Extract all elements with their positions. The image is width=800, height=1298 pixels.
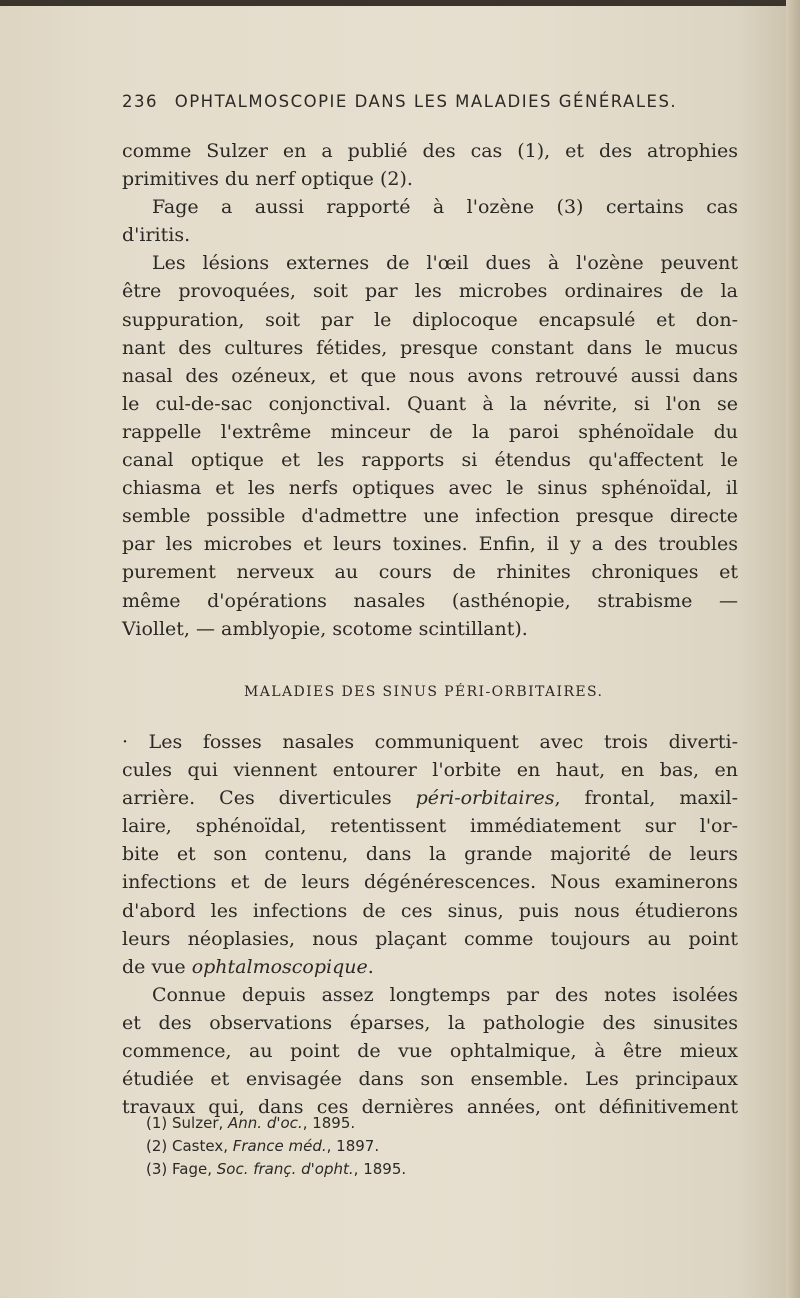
footnote [146, 1158, 406, 1181]
text-line: infections et de leurs dégénérescences. Nous examinerons [122, 871, 738, 894]
footnote-year: , 1895. [302, 1114, 356, 1132]
text-line: étudiée et envisagée dans son ensemble. Les principaux [122, 1068, 738, 1091]
page-edge [786, 0, 800, 1298]
running-title: OPHTALMOSCOPIE DANS LES MALADIES GÉNÉRALES. [174, 92, 678, 111]
footnote-text: (2) Castex, [146, 1136, 233, 1155]
text-line: et des observations éparses, la pathologie des sinusites [122, 1011, 738, 1034]
text-line: le cul-de-sac conjonctival. Quant à la névrite, si l'on se [122, 392, 738, 415]
text-line: nant des cultures fétides, presque constant dans le mucus [122, 336, 738, 359]
text-line: leurs néoplasies, nous plaçant comme toujours au point [122, 927, 738, 950]
text-line: Viollet, — amblyopie, scotome scintillant). [122, 617, 528, 640]
text-line: chiasma et les nerfs optiques avec le sinus sphénoïdal, il [122, 477, 738, 500]
text-line: purement nerveux au cours de rhinites chroniques et [122, 561, 738, 584]
text-line: Les lésions externes de l'œil dues à l'ozène peuvent [152, 252, 738, 275]
text-span: , frontal, maxil- [554, 787, 739, 810]
text-line: même d'opérations nasales (asthénopie, strabisme — [122, 589, 738, 612]
section-heading: MALADIES DES SINUS PÉRI-ORBITAIRES. [244, 684, 604, 700]
top-rule [0, 0, 790, 6]
text-line: suppuration, soit par le diplocoque encapsulé et don- [122, 308, 738, 331]
text-line: Fage a aussi rapporté à l'ozène (3) certains cas [152, 196, 738, 219]
text-line: cules qui viennent entourer l'orbite en haut, en bas, en [122, 759, 738, 782]
body-text-top [122, 137, 738, 643]
footnote-year: , 1897. [326, 1136, 380, 1155]
italic-term: péri-orbitaires [415, 787, 555, 810]
text-line: canal optique et les rapports si étendus qu'affectent le [122, 449, 738, 472]
text-line [122, 784, 738, 812]
footnote-source: Ann. d'oc. [228, 1114, 303, 1132]
text-line: commence, au point de vue ophtalmique, à être mieux [122, 1040, 738, 1063]
text-span: arrière. Ces diverticules [122, 787, 416, 810]
text-span: de vue [122, 955, 192, 978]
text-line: nasal des ozéneux, et que nous avons retrouvé aussi dans [122, 364, 738, 387]
footnotes [146, 1112, 406, 1180]
text-line: · Les fosses nasales communiquent avec trois diverti- [122, 731, 738, 753]
text-line: rappelle l'extrême minceur de la paroi sphénoïdale du [122, 420, 738, 443]
text-line: comme Sulzer en a publié des cas (1), et des atrophies [122, 140, 738, 162]
text-line: travaux qui, dans ces dernières années, ont définitivement [122, 1096, 738, 1119]
footnote-text: (1) Sulzer, [146, 1114, 229, 1132]
text-line: d'abord les infections de ces sinus, puis nous étudierons [122, 899, 738, 922]
footnote [146, 1135, 406, 1158]
text-line: par les microbes et leurs toxines. Enfin, il y a des troubles [122, 533, 738, 556]
text-line: primitives du nerf optique (2). [122, 168, 413, 191]
footnote-text: (3) Fage, [146, 1159, 217, 1178]
text-span: . [367, 955, 374, 978]
footnote-source: France méd. [232, 1136, 327, 1155]
text-line [122, 953, 738, 981]
italic-term: ophtalmoscopique [191, 955, 368, 978]
footnote [146, 1112, 406, 1135]
text-line: bite et son contenu, dans la grande majorité de leurs [122, 843, 738, 866]
running-header [122, 92, 742, 111]
body-text-bottom [122, 728, 738, 1121]
text-line: semble possible d'admettre une infection presque directe [122, 505, 738, 528]
footnote-year: , 1895. [353, 1159, 407, 1178]
text-line: être provoquées, soit par les microbes ordinaires de la [122, 280, 738, 303]
page-number: 236 [122, 92, 158, 111]
text-line: laire, sphénoïdal, retentissent immédiatement sur l'or- [122, 815, 738, 838]
footnote-source: Soc. franç. d'opht. [216, 1159, 354, 1178]
text-line: d'iritis. [122, 224, 191, 247]
text-line: Connue depuis assez longtemps par des notes isolées [152, 983, 738, 1006]
